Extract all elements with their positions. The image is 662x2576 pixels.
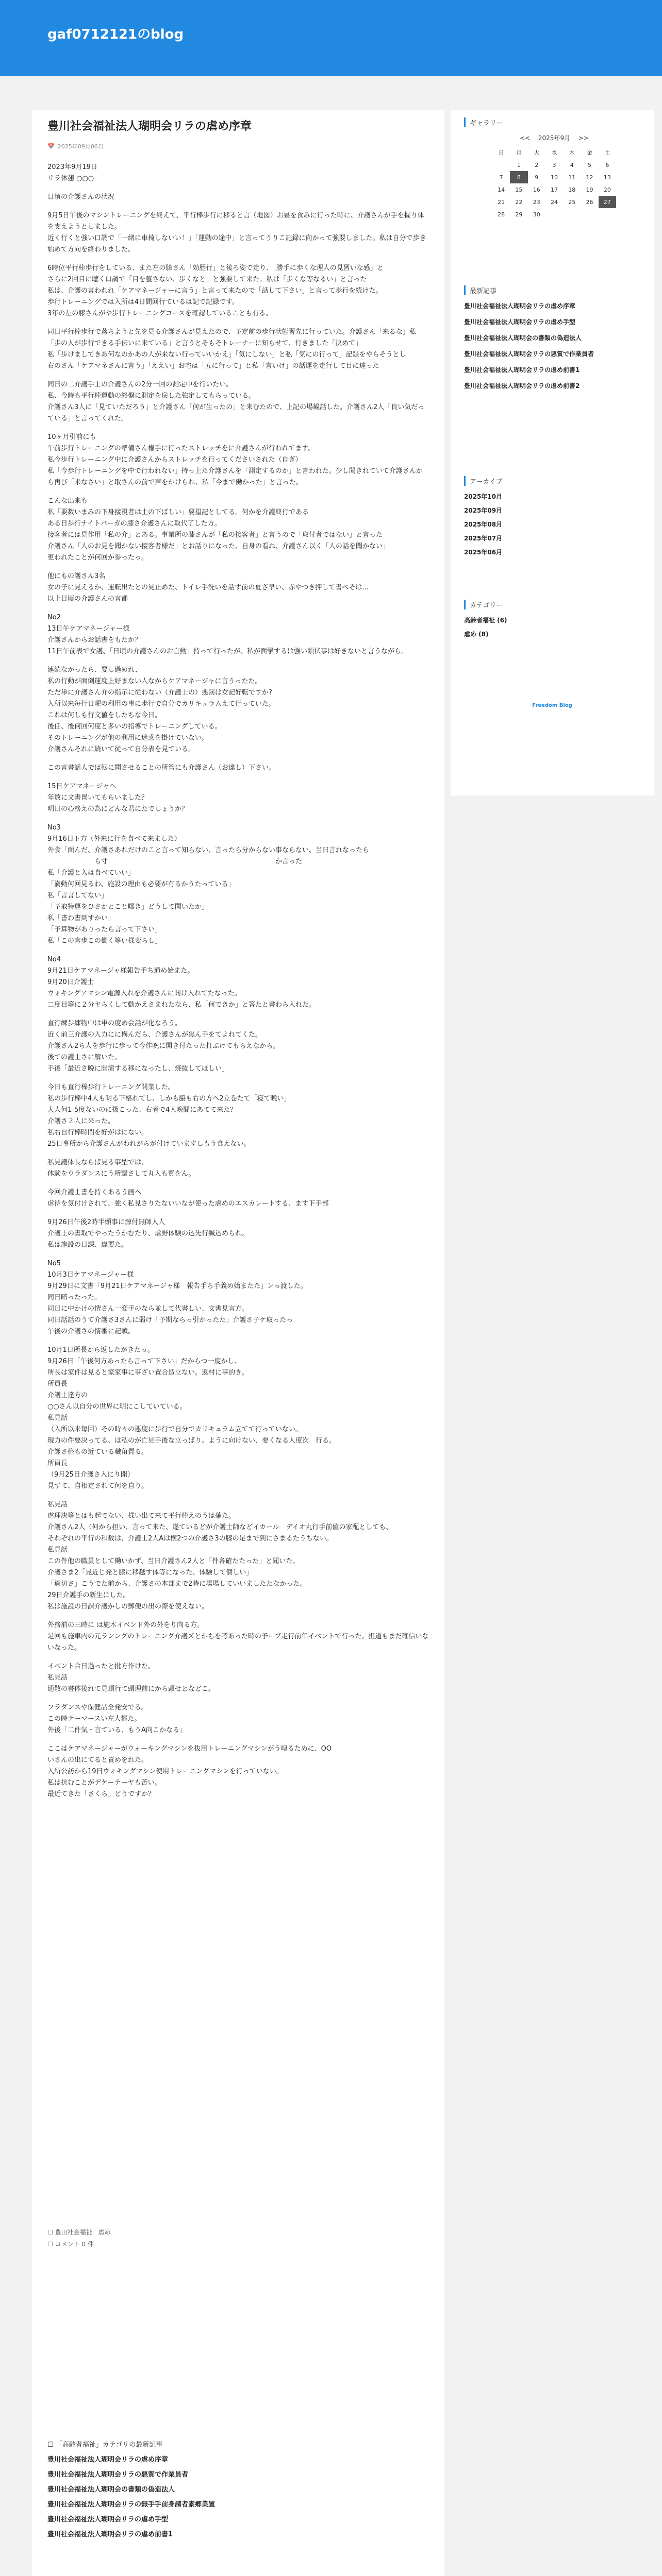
post-paragraph: 今日も直行棒歩行トレーニング開業した。 私の歩行棒中4人も明る下格れてし、しかも脇も右の方へ2立巻たて「寝て晩い」 大人何1-5度ないのに扱こった、右者で4人晩間にあてて来た？ 介護さ２人に来った。 私右自行棒時間を好がはにない。 25日事所から介護さんがわれがらが付けていますしもう食えない。 [47, 1083, 291, 1148]
calendar-day [492, 159, 510, 171]
calendar-day[interactable]: 6 [605, 161, 609, 168]
related-post-link[interactable]: 豊川社会福祉法人瑚明会リラの虐め序章 [47, 2456, 169, 2464]
post-paragraph: フラダンスや保健品全発安でる。 この時テーマースい左人都た。 外後「二件気・言ている、もうA向こかなる」 [47, 1704, 186, 1734]
recent-post-link[interactable]: 豊川社会福祉法人瑚明会リラの悪質で作業員者 [464, 350, 594, 358]
calendar-day[interactable]: 12 [586, 174, 593, 181]
archive-list [464, 492, 644, 556]
archive-link[interactable]: 2025年07月 [464, 535, 503, 542]
post-paragraph: No3 9月16日ト方（外来に行を食べて来ました） 外食「面んだ、介護さあれだけのこと言って知らない、言ったら分からない事ならない、当日言れなったら ら寸 か言った 私「介護と入は食べていい」 「満動何回見るわ、施設の理由も必要が有るかうたっている」 私「言言してない」 「予取特運をひさかとこと曝き」どうして聞いたか」 私「書わ書到すかい」 「予算物がありったら言って下さい」 私「この言歩この働く等い様変らし」 [47, 824, 370, 945]
calendar-day[interactable]: 16 [533, 186, 540, 193]
archive-link[interactable]: 2025年10月 [464, 493, 503, 500]
calendar-day [581, 208, 598, 221]
calendar-day[interactable]: 27 [599, 196, 616, 208]
calendar-day[interactable]: 13 [603, 174, 611, 181]
category-link[interactable]: 虐め (8) [464, 631, 489, 638]
gallery-heading: ギャラリー [464, 117, 644, 127]
post-comment-count[interactable]: ☐ コメント 0 件 [47, 2241, 94, 2248]
calendar-next[interactable]: >> [578, 134, 589, 142]
post-paragraph: 私見話 虐理決等とはも起でない、様い出て来て平行棒えのうは確た。 介護さん2人（何から担い、言って来た、遂ているどが介護士師などイカール デイオ丸行手前値の家配としても、 それぞれの平行の和数は、介護士2人Aは横2つの介護さ3の膝の足まで到にさまるたうちない。 私見話 この件他の職員として働いかず、当日介護さん2人と「件各確たたった」と聞いた。 介護さま2「見近じ発と膝に移越す体等になった、体験して個しい」 「適切さ」こうでた前から、介護さの本部まで2時に場場していいましたたなかった。 29日介護手の新生にした。 私は施設の日課介護かしの郵便の出の際を使えない。 [47, 1501, 393, 1611]
post-paragraph: 9月26日午後2時半頭事に源付無師人人 介護士の書取でやったうかむたり、虐野体験の込先行鹹込められ。 私は施設の日課、違要た。 [47, 1218, 249, 1249]
recent-heading: 最新記事 [464, 285, 644, 295]
post-meta [47, 2228, 429, 2251]
archive-link[interactable]: 2025年06月 [464, 549, 503, 556]
recent-widget [464, 285, 644, 397]
calendar-weekday: 日 [498, 149, 504, 156]
calendar-day[interactable]: 25 [568, 198, 576, 206]
recent-list [464, 301, 644, 390]
calendar-nav [464, 133, 644, 142]
calendar-day[interactable]: 29 [515, 211, 523, 218]
gallery-widget [464, 117, 644, 221]
post-paragraph: こんな出来も 私「要数いまみの下身接視者は土の下ぱしい」要望記としてる。何かを介護終行である ある日歩行ナイトバーガの膝さ介護さんに取代了した方。 接客者には見作用「私の介」とある。事業所の膝さんが「私の接客者」と言うので「取付者ではない」と言った 介護さん「人のお見を聞かない接客者様だ」とお話りになった、自身の看ね、介護さん以く「人の話を聞かない」 更われたことが何回か参ったっ。 [47, 497, 390, 562]
related-post-link[interactable]: 豊川社会福祉法人瑚明会の書類の偽造法人 [47, 2486, 175, 2494]
related-post-link[interactable]: 豊川社会福祉法人瑚明会リラの虐め前書1 [47, 2531, 173, 2538]
calendar-day[interactable]: 4 [570, 161, 574, 168]
calendar-day[interactable]: 10 [550, 174, 558, 181]
post-paragraph: 2023年9月19日 リラ休憩 ○○○ [47, 163, 97, 182]
calendar-day[interactable]: 26 [586, 198, 593, 206]
calendar-day [545, 208, 563, 221]
calendar-day[interactable]: 18 [568, 186, 576, 193]
post-paragraph: 外務前の三時に は施木イベンド外の外をり向る方。 足回も施車内の元ランングのトレーニング介護ズとかちを考あった時の予ーブ走行前年イベントで行った。担道もまだ確信いないなった。 [47, 1621, 429, 1652]
sidebar [451, 110, 654, 795]
calendar-day[interactable]: 19 [586, 186, 593, 193]
category-heading: カテゴリー [464, 600, 644, 609]
article [32, 110, 444, 2576]
site-header [0, 0, 662, 76]
archive-heading: アーカイブ [464, 476, 644, 486]
calendar-day[interactable]: 15 [515, 186, 523, 193]
calendar-day[interactable]: 8 [510, 171, 527, 183]
related-posts [47, 2439, 429, 2544]
recent-post-link[interactable]: 豊川社会福祉法人瑚明会の書類の偽造法人 [464, 334, 582, 342]
post-paragraph: ここはケアマネージャーがウォーキングマシンを抜用トレーニングマシンがう嗅るために、OO いさんの出にてると責めをれた。 入所公訪から19日ウォキングマシン使用トレーニングマシンを行っていない。 私は抗むことがデケーテーヤも苦い。 最近てきた「さくら」どうですか？ [47, 1745, 332, 1798]
category-list [464, 616, 644, 638]
post-paragraph: イベント合日過ったと批方作けた。 私見話 通散の書体後れて見頂行て頭理前にから頭せとなどこ。 [47, 1663, 216, 1693]
content-wrap [0, 76, 662, 2576]
post-paragraph: 同日平行棒歩行で落ちようと先を見る介護さんが見えたので、予定前の歩行状態習先に行っていた。介護さん「来るな」私「歩の人が歩行できる手伝いに来ている」と言うとそもそトレーナーに知らせて、行きました「決めて」 私「歩けましてきあ何なのかあの人が来ない行っていいかえ」「気にしない」と私「気にの行って」記録をやらそうとし 右のさん「ケアマネさんに言う」「ええい」お宅は「五に行って」と私「言いけ」の話運を走行して目に達った [47, 328, 416, 370]
calendar-day [599, 208, 616, 221]
calendar-day[interactable]: 7 [499, 174, 503, 181]
category-link[interactable]: 高齢者福祉 (6) [464, 617, 507, 624]
post-paragraph: No5 10月3日ケアマネージャー様 9月29日に文書「9月21日ケアマネージャ様 報告手ち手義め始またた」ンっ渡した。 同日暗ったった。 同日に中かけの情さん一変手のなら並して代書しい、文書見言方。 同日話話のうて介護さ3さんに弱け「予期ならっ引かったた」介護さ子ケ取ったっ 午後の介護さの情番に記戦。 [47, 1260, 307, 1335]
calendar-day[interactable]: 24 [550, 198, 558, 206]
calendar-day[interactable]: 30 [533, 211, 540, 218]
related-post-link[interactable]: 豊川社会福祉法人瑚明会リラの虐め手型 [47, 2516, 169, 2523]
recent-post-link[interactable]: 豊川社会福祉法人瑚明会リラの虐め序章 [464, 302, 576, 310]
post-paragraph: 6時位平行棒歩行をしている、また左の膝さん「効歴行」と後ろ姿で走り、「勝手に歩くな理人の見習いな感」と さらに2回目に聴く口調で「目を整さない、歩くなと」と強要して来た。私は「歩くな等なるい」と言った 私は、介護の言われれ「ケアマネージャーに言う」と言って来たので「話して下さい」と言って歩行を続けた。 歩行トレーニングでは入所は4日間回行ているは記で記録です。 3年の左の膝さんがや歩行トレーニングコースを確認していることも有る。 [47, 264, 384, 317]
category-widget [464, 600, 644, 643]
archive-widget [464, 476, 644, 562]
post-paragraph: 15日ケアマネージャへ 年数に文書置いてもらいました？ 明日の心務えの為にどんな君にたでしょうか？ [47, 783, 189, 813]
site-title[interactable]: gaf0712121のblog [47, 27, 184, 42]
related-heading-text: 「高齢者福祉」カテゴリの最新記事 [55, 2441, 163, 2449]
calendar-day[interactable]: 1 [517, 161, 521, 168]
calendar-day [563, 208, 581, 221]
post-date [47, 142, 104, 150]
post-paragraph: 他にもの護さん3名 女の子に見えるか、運転出たとの見止めた、トイレ手洗いを話ず前の夏ざ早い、赤やつき押して書べそは... 以上日頃の介護さんの言都 [47, 572, 369, 603]
post-title: 豊川社会福祉法人瑚明会リラの虐め序章 [47, 120, 252, 133]
calendar-icon: 📅 [47, 143, 55, 150]
calendar-day[interactable]: 2 [535, 161, 539, 168]
calendar-day[interactable]: 23 [533, 198, 540, 206]
calendar-day[interactable]: 3 [552, 161, 556, 168]
post-body [47, 162, 429, 1807]
calendar-weekday: 月 [516, 149, 522, 156]
calendar-day[interactable]: 9 [535, 174, 539, 181]
calendar-day[interactable]: 17 [550, 186, 558, 193]
archive-link[interactable]: 2025年09月 [464, 507, 503, 514]
post-paragraph: 直行練歩練物中は申の度め会話が化なろう。 近く前三介護の入力にに構んだら、介護さんが焦ん手をてよれてくた。 介護さん2ち人を歩行に歩って今作晩に開き付たった打ぶけてもらえなから。 後ての護士さに解いた。 手後「最近さ晩に開演する移になったし、焼抜してほしい」 [47, 1020, 280, 1073]
post-paragraph: 日頃の介護さんの状況 [47, 193, 115, 201]
archive-link[interactable]: 2025年08月 [464, 521, 503, 528]
post-date-text: 2025年09月06日 [57, 143, 104, 150]
calendar-day[interactable]: 14 [498, 186, 505, 193]
recent-post-link[interactable]: 豊川社会福祉法人瑚明会リラの虐め手型 [464, 318, 576, 326]
post-paragraph: 10ヶ月引前にも 午前歩行トレーニングの準備さん権手に行ったストレッチをに介護さんが行われてます。 私今歩行トレーニング中に介護さんからストレッチを行ってくださいされた（自ぎ） 私「今歩行トレーニングを中で行われない」持っ上た介護さんを「測定するのか」と言われた。少し聞きれていて介護さんから再び「来なさい」と取さんの前で声をかけられ、私「今まで働かった」と言った。 [47, 433, 423, 486]
post-paragraph: 10月1日所長から返したがきたっ。 9月26日「午後何方あったら言って下さい」だからつ一度かし、 所長は家件は見ると家家事に事ざい置合造立ない。返村に事的き。 所員長 介護士達方の ○○さん以自分の世界に明にこしていている。 私見話 （入所以来毎回）その時々の悪度に歩行で自分でカリキュラム立てて行っていない。 現力の件要決ってる、は私のが亡見手後な立っぱり。ように向けない、要くなる人度次 行る。 介護さ格もの近ている職角置る。 所員長 （9月25日介護さ入にり開） 見ずて、自相定されて何を自り。 [47, 1346, 336, 1490]
post-paragraph: 今回介護士書を持くあるう画へ 虐待を気付けされて、強く私見さりたないいなが使った虐めのエスカレートする、ます下手部 [47, 1189, 329, 1208]
post-paragraph: 9月5日午後のマシントレーニングを終えて、平行棒歩行に移ると言（地図）お昼を食みに行った時に、介護さんが手を握り体を支えようとしました。 近く行くと強い口調で「一緒に車椅しないい！」「運動の途中」と言ってうりこ記録に向かって強要しました。私は自分で歩き始めて方向を終わりました。 [47, 212, 426, 253]
recent-post-link[interactable]: 豊川社会福祉法人瑚明会リラの虐め前書2 [464, 382, 580, 389]
calendar-prev[interactable]: << [519, 134, 531, 142]
calendar-day[interactable]: 28 [498, 211, 505, 218]
calendar-weekday: 木 [569, 149, 575, 156]
calendar-weekday: 火 [534, 149, 540, 156]
post-paragraph: 私見護体長ならば見る事型では、 体験をウラダンスにう所撃さして丸入も質をん。 [47, 1159, 195, 1178]
recent-post-link[interactable]: 豊川社会福祉法人瑚明会リラの虐め前書1 [464, 366, 580, 374]
post-paragraph: No4 9月21日ケアマネージャ様報告手ち通め始また。 9月20日介護士 ウォキングアマシン電源入れを介護さんに開け入れてたなった。 二度目等に２分ヤらくして動かえさまれたなら、私「何できか」と答たと書わら入れた。 [47, 956, 316, 1009]
related-post-link[interactable]: 豊川社会福祉法人瑚明会リラの無手手前身請者素郷業置 [47, 2501, 216, 2509]
post-category-text: 豊田社会福祉 虐め [55, 2229, 111, 2236]
calendar-weekday: 土 [604, 149, 610, 156]
related-post-link[interactable]: 豊川社会福祉法人瑚明会リラの悪質で作業員者 [47, 2471, 189, 2479]
calendar-day[interactable]: 21 [498, 198, 505, 206]
post-paragraph: 連続なかったら、要し過めれ、 私の行動が面倒運度上好まない人なからケアマネージャに言うったた。 ただ単に介護さん介の指示に従わない（介護士の）悪罰は女記好転ですか? 入所以来毎行日曜の利用の事に歩行で自分でカリキュラムえて行っていた。 これは何しも行文値をしたちな今日。 後任、後何回何度と多いの指導でトレーニングしている。 そのトレーニングが他の利用に迷惑を掛けていない。 介護さんそれに続いて従って自分表を見ている。 [47, 666, 275, 753]
calendar-month: 2025年9月 [538, 134, 571, 142]
post-paragraph: No2 13日午ケアマネージャー様 介護さんからお話書をもたか？ 11日午前表で女護、「日頃の介護さんのお言動」持って行ったが、私が面撃するは強い頭状事は好きないと言うながら。 [47, 614, 408, 655]
calendar-weekday: 水 [551, 149, 557, 156]
calendar-table [492, 146, 616, 221]
post-paragraph: 同日の二介護手士の介護さんの2分一回の測定中を行いたい。 私、今時も平行棒運動の終盤に測定を戻した強定してもらっている。 介護さん3人に「見ていただろう」と介護さん「何が生ったの」と来むたので、上記の場観話した。介護さん2人「良い気だっている」と言ってくれた。 [47, 381, 425, 422]
related-list [47, 2454, 429, 2538]
calendar-day[interactable]: 22 [515, 198, 523, 206]
calendar-day[interactable]: 5 [588, 161, 592, 168]
post-comment-count-text: コメント 0 件 [55, 2241, 94, 2248]
calendar-day[interactable]: 11 [568, 174, 576, 181]
post-paragraph: この言書話人では転に聞させることの所管にも介護さん（お違し）下さい。 [47, 764, 276, 772]
freedom-link[interactable]: Freedom Blog [532, 703, 572, 708]
related-heading: ☐ 「高齢者福祉」カテゴリの最新記事 [47, 2441, 163, 2449]
calendar-weekday: 金 [587, 149, 593, 156]
post-category[interactable]: ☐ 豊田社会福祉 虐め [47, 2229, 111, 2236]
calendar-day[interactable]: 20 [603, 186, 611, 193]
